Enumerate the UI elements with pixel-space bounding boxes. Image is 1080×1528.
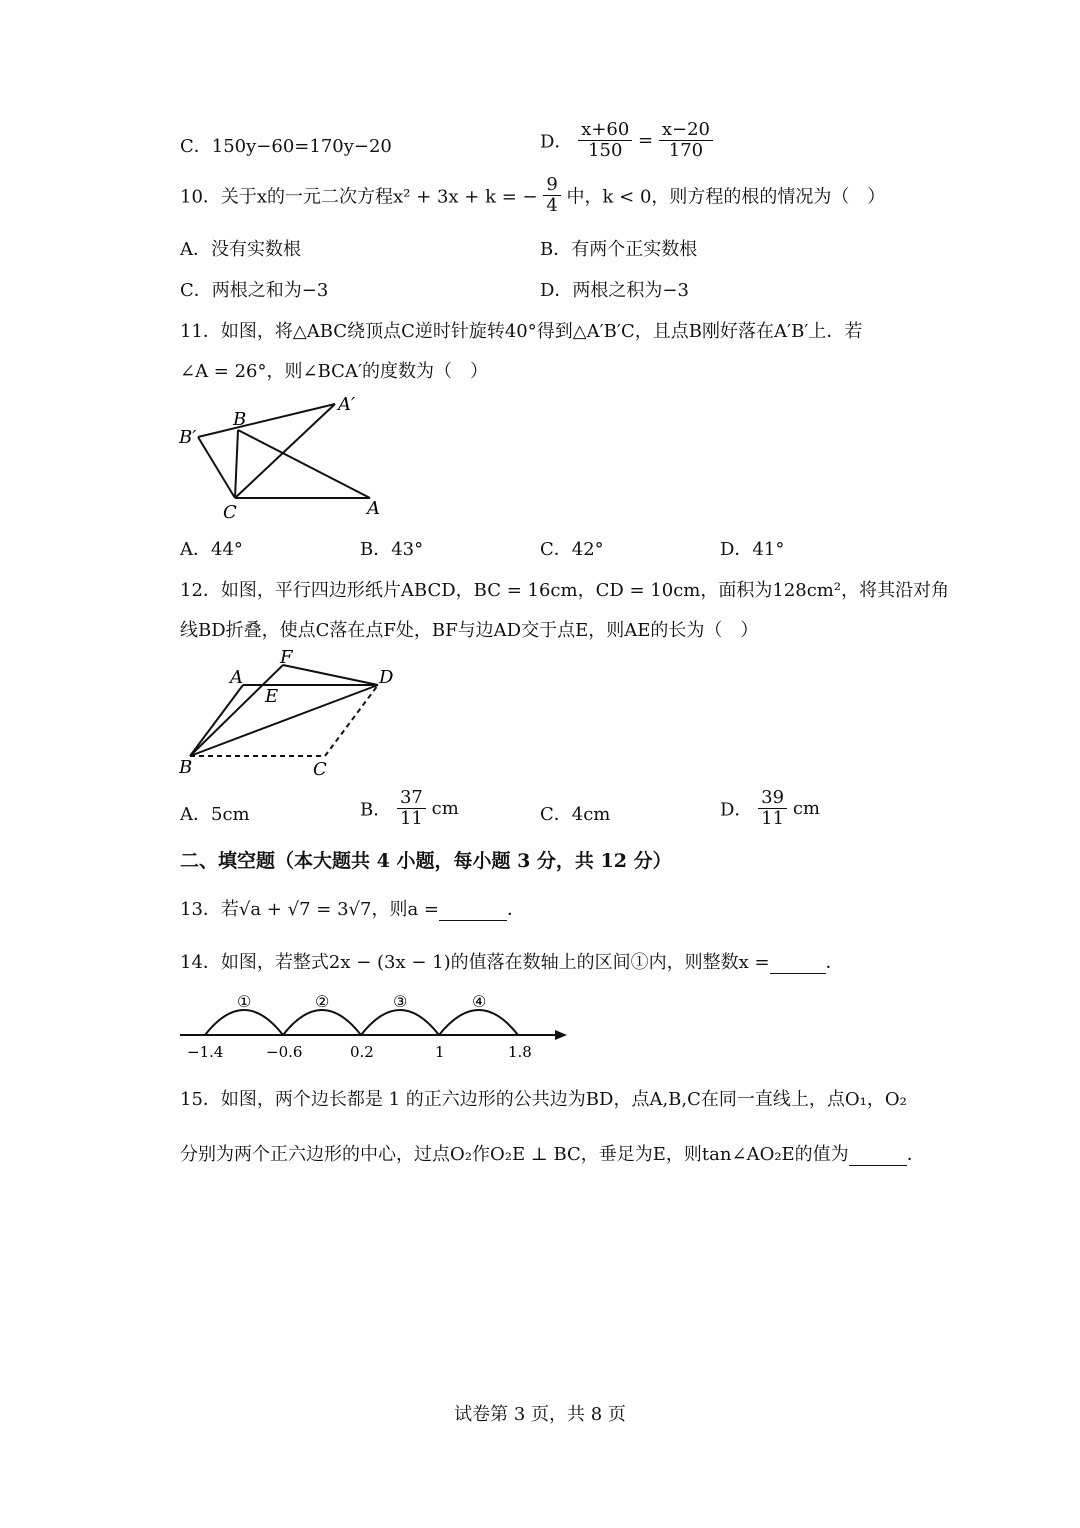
q9-fraction-1-den: 150	[588, 139, 623, 161]
q12-option-a: A．5cm	[180, 804, 250, 825]
q9-fraction-1-num: x+60	[578, 120, 632, 141]
q12-option-b-label: B．	[360, 799, 392, 821]
q9-option-d	[540, 120, 713, 161]
q12-option-d-den: 11	[761, 807, 785, 829]
q14-interval-1: ①	[237, 992, 252, 1011]
q12-option-b-unit: cm	[431, 797, 459, 819]
q10-stem	[180, 175, 885, 216]
q12-option-d-unit: cm	[792, 797, 820, 819]
q15-answer-blank[interactable]	[849, 1144, 907, 1166]
q11-label-a-prime: A′	[338, 394, 356, 415]
q12-option-d-label: D．	[720, 799, 753, 821]
q14-text-b: ．	[825, 952, 844, 973]
q12-option-d-num: 39	[758, 788, 787, 809]
q12-option-d-fraction	[758, 788, 787, 829]
q12-line-2: 线BD折叠，使点C落在点F处，BF与边AD交于点E，则AE的长为（ ）	[180, 620, 759, 641]
q12-label-f: F	[280, 647, 293, 668]
q14-interval-3: ③	[393, 992, 408, 1011]
q9-equals: =	[638, 129, 654, 151]
q10-text-a: 10．关于x的一元二次方程x² + 3x + k = −	[180, 186, 538, 208]
q13-text-a: 13．若√a + √7 = 3√7，则a =	[180, 899, 439, 920]
q9-fraction-1	[578, 120, 632, 161]
q11-option-d: D．41°	[720, 539, 785, 560]
q12-option-b-fraction	[397, 788, 426, 829]
q14-tick-1: −1.4	[187, 1043, 224, 1061]
q9-option-c: C．150y−60=170y−20	[180, 136, 392, 157]
q9-fraction-2-num: x−20	[659, 120, 713, 141]
q10-option-b: B．有两个正实数根	[540, 239, 698, 260]
q14-number-line	[175, 985, 575, 1065]
q12-option-c: C．4cm	[540, 804, 611, 825]
q12-label-c: C	[313, 759, 327, 780]
q10-option-c: C．两根之和为−3	[180, 280, 329, 301]
q12-option-b-num: 37	[397, 788, 426, 809]
q11-line-2: ∠A = 26°，则∠BCA′的度数为（ ）	[180, 361, 489, 382]
q14-tick-2: −0.6	[266, 1043, 303, 1061]
q11-triangle-figure	[175, 390, 395, 525]
q12-option-b	[360, 788, 459, 829]
q11-line-1: 11．如图，将△ABC绕顶点C逆时针旋转40°得到△A′B′C，且点B刚好落在A′B′上．若	[180, 321, 863, 342]
q14-tick-5: 1.8	[508, 1043, 532, 1061]
q15-line-2	[180, 1140, 925, 1166]
q14-interval-2: ②	[315, 992, 330, 1011]
q14-stem	[180, 948, 844, 974]
q10-option-a: A．没有实数根	[180, 239, 301, 260]
q12-label-b: B	[179, 757, 193, 778]
q12-label-a: A	[230, 667, 243, 688]
q14-interval-4: ④	[472, 992, 487, 1011]
q10-fraction	[543, 175, 560, 216]
q11-option-a: A．44°	[180, 539, 243, 560]
q14-tick-3: 0.2	[350, 1043, 374, 1061]
q13-stem	[180, 895, 525, 921]
q15-text-b: ．	[906, 1144, 925, 1165]
q15-line-1: 15．如图，两个边长都是 1 的正六边形的公共边为BD，点A,B,C在同一直线上，点O₁，O₂	[180, 1089, 907, 1110]
q10-fraction-den: 4	[546, 194, 558, 216]
q11-label-a: A	[367, 498, 380, 519]
q12-parallelogram-figure	[175, 645, 405, 780]
q12-line-1: 12．如图，平行四边形纸片ABCD，BC = 16cm，CD = 10cm，面积为128cm²，将其沿对角	[180, 580, 950, 601]
q14-answer-blank[interactable]	[770, 952, 826, 974]
q9-fraction-2	[659, 120, 713, 161]
q14-tick-4: 1	[435, 1043, 445, 1061]
q10-option-d: D．两根之积为−3	[540, 280, 689, 301]
section-2-title: 二、填空题（本大题共 4 小题，每小题 3 分，共 12 分）	[180, 850, 672, 872]
q14-text-a: 14．如图，若整式2x − (3x − 1)的值落在数轴上的区间①内，则整数x =	[180, 952, 770, 973]
q10-text-b: 中，k < 0，则方程的根的情况为（ ）	[566, 186, 886, 208]
q12-label-d: D	[379, 667, 394, 688]
q9-option-d-label: D．	[540, 131, 573, 153]
q11-label-b: B	[233, 409, 247, 430]
q12-label-e: E	[265, 686, 279, 707]
q13-answer-blank[interactable]	[439, 899, 507, 921]
q11-option-b: B．43°	[360, 539, 424, 560]
q9-fraction-2-den: 170	[668, 139, 704, 161]
q12-option-d	[720, 788, 820, 829]
q11-label-b-prime: B′	[179, 427, 197, 448]
q15-text-a: 分别为两个正六边形的中心，过点O₂作O₂E ⊥ BC，垂足为E，则tan∠AO₂E的值为	[180, 1144, 849, 1165]
page-footer: 试卷第 3 页，共 8 页	[454, 1404, 626, 1425]
q11-label-c: C	[223, 502, 237, 523]
q12-option-b-den: 11	[399, 807, 423, 829]
q13-text-b: ．	[507, 899, 525, 920]
q10-fraction-num: 9	[543, 175, 560, 196]
q11-option-c: C．42°	[540, 539, 604, 560]
